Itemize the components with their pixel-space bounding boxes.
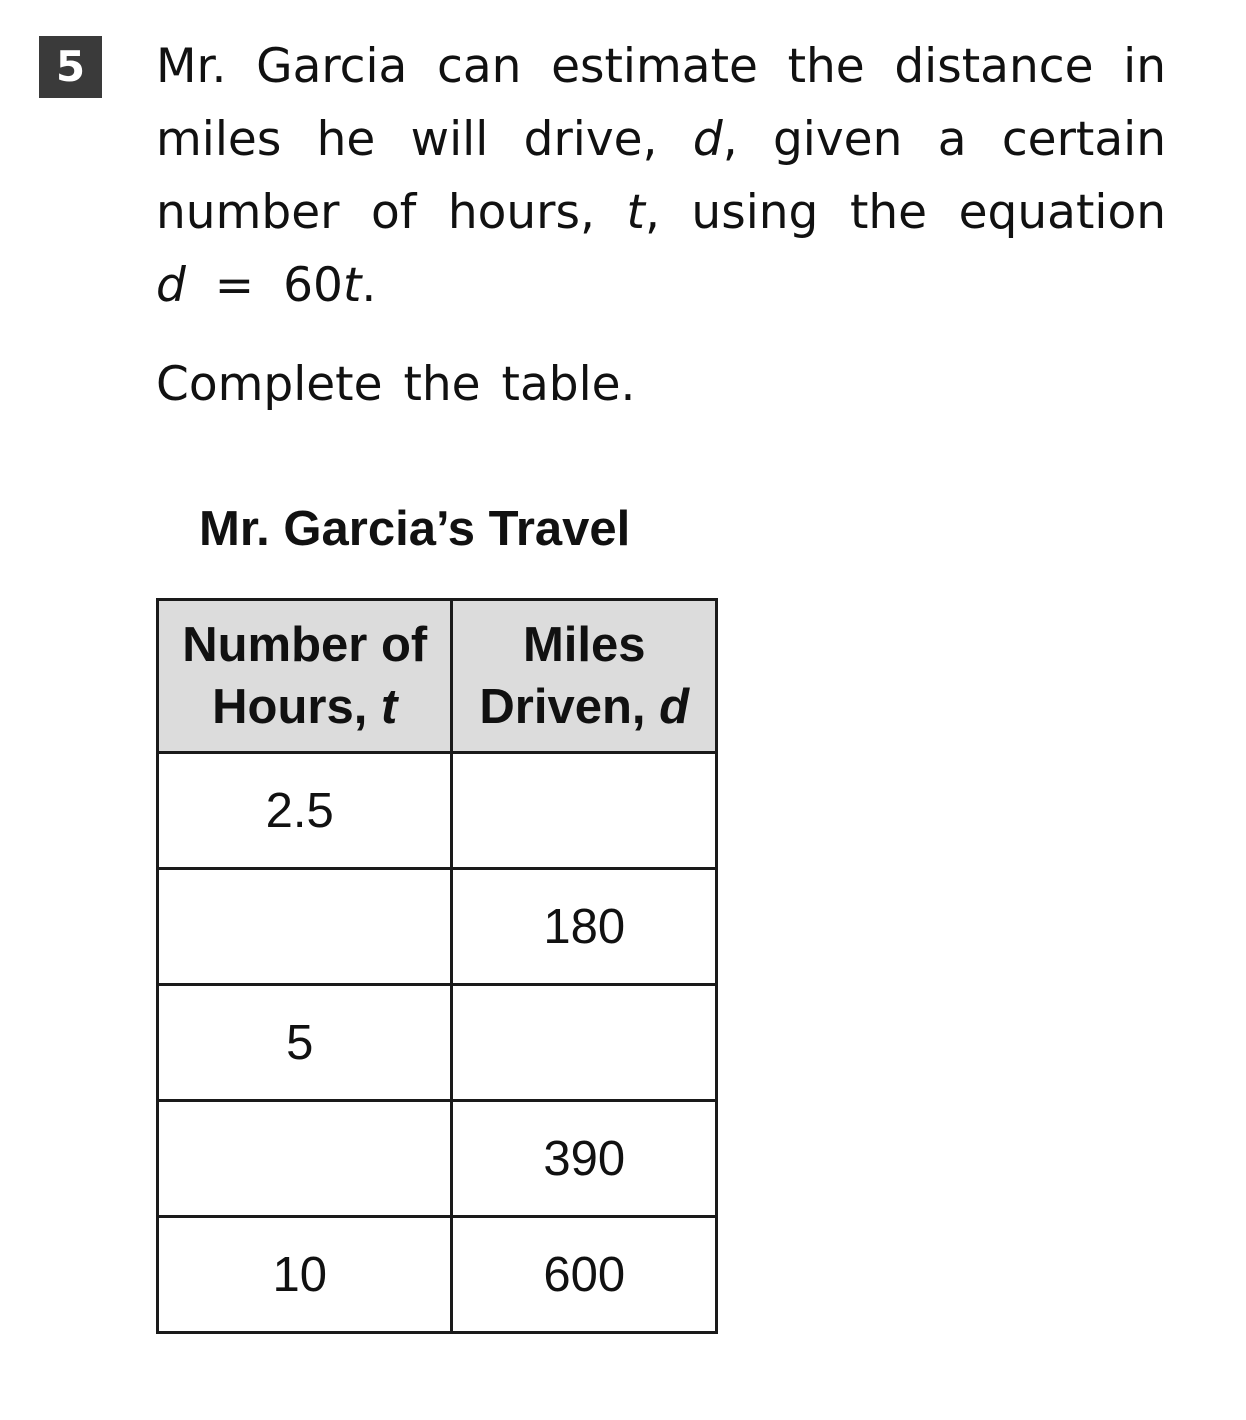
equation-coefficient: 60	[283, 258, 343, 313]
stem-text: , given a certain	[722, 112, 1166, 167]
stem-line-3	[156, 176, 1166, 249]
stem-text: number of hours,	[156, 185, 627, 240]
variable-d: d	[692, 112, 723, 167]
table-row	[158, 869, 717, 985]
miles-cell: 180	[452, 869, 717, 985]
instruction-text: Complete the table.	[156, 357, 636, 412]
hours-cell[interactable]	[158, 1101, 452, 1217]
table-row	[158, 1101, 717, 1217]
table-row	[158, 1217, 717, 1333]
table-title: Mr. Garcia’s Travel	[199, 502, 631, 556]
header-miles	[452, 600, 717, 753]
header-miles-line2	[453, 676, 715, 738]
header-hours-line2	[159, 676, 450, 738]
equation-variable: t	[342, 258, 362, 313]
travel-table	[156, 598, 718, 1334]
question-stem	[156, 30, 1166, 322]
miles-cell[interactable]	[452, 985, 717, 1101]
table-row	[158, 753, 717, 869]
table-row	[158, 985, 717, 1101]
header-hours-var: t	[380, 680, 398, 734]
hours-cell: 2.5	[158, 753, 452, 869]
header-miles-text: Driven,	[479, 680, 660, 734]
stem-text: , using the equation	[644, 185, 1167, 240]
header-hours-line1: Number of	[182, 618, 428, 672]
equation	[156, 249, 1166, 322]
variable-t: t	[626, 185, 645, 240]
header-hours-text: Hours,	[212, 680, 381, 734]
question-number-badge: 5	[39, 36, 102, 98]
hours-cell: 10	[158, 1217, 452, 1333]
header-miles-line1: Miles	[522, 618, 646, 672]
stem-line-1: Mr. Garcia can estimate the distance in	[156, 39, 1166, 94]
miles-cell: 390	[452, 1101, 717, 1217]
stem-text: miles he will drive,	[156, 112, 693, 167]
equation-rhs	[283, 258, 376, 313]
equation-equals: =	[214, 258, 255, 313]
table-header-row	[158, 600, 717, 753]
header-hours	[158, 600, 452, 753]
stem-line-2	[156, 103, 1166, 176]
header-miles-var: d	[659, 680, 690, 734]
equation-period: .	[361, 258, 377, 313]
hours-cell[interactable]	[158, 869, 452, 985]
equation-lhs: d	[156, 258, 186, 313]
hours-cell: 5	[158, 985, 452, 1101]
miles-cell[interactable]	[452, 753, 717, 869]
miles-cell: 600	[452, 1217, 717, 1333]
